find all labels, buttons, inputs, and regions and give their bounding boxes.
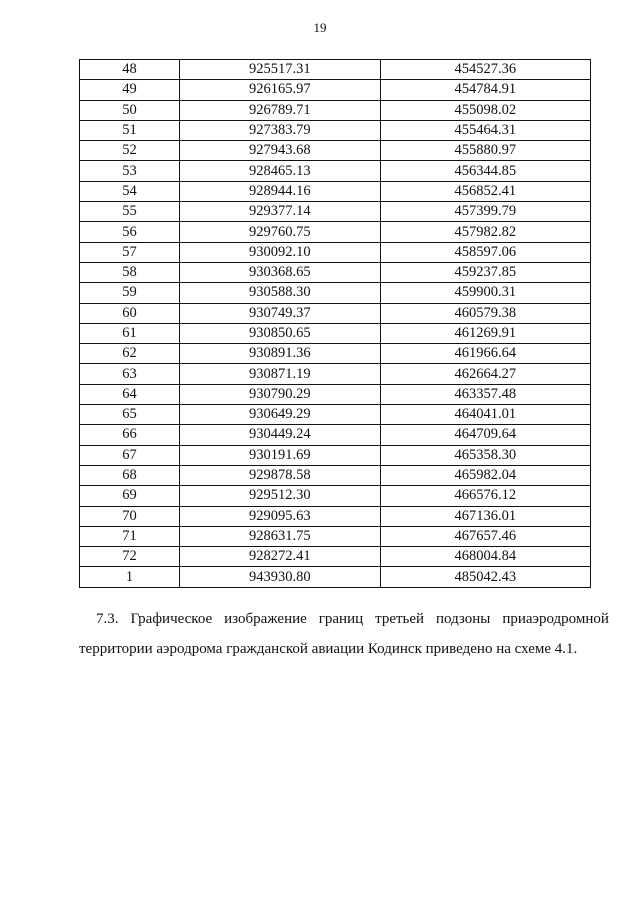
paragraph-word: третьей: [375, 611, 425, 627]
x-coordinate-cell: 930871.19: [180, 364, 381, 384]
table-row: [80, 486, 591, 506]
y-coordinate-cell: 462664.27: [380, 364, 590, 384]
x-coordinate-cell: 929095.63: [180, 506, 381, 526]
y-coordinate-cell: 456852.41: [380, 181, 590, 201]
table-row: [80, 405, 591, 425]
table-row: [80, 303, 591, 323]
table-row: [80, 161, 591, 181]
point-number-cell: 54: [80, 181, 180, 201]
point-number-cell: 64: [80, 384, 180, 404]
y-coordinate-cell: 455464.31: [380, 120, 590, 140]
page-number: 19: [313, 20, 327, 35]
paragraph-word: приаэродромной: [502, 611, 609, 627]
y-coordinate-cell: 468004.84: [380, 547, 590, 567]
y-coordinate-cell: 463357.48: [380, 384, 590, 404]
point-number-cell: 48: [80, 60, 180, 80]
table-row: [80, 141, 591, 161]
x-coordinate-cell: 930092.10: [180, 242, 381, 262]
y-coordinate-cell: 459900.31: [380, 283, 590, 303]
x-coordinate-cell: 929377.14: [180, 202, 381, 222]
y-coordinate-cell: 461269.91: [380, 323, 590, 343]
table-row: [80, 80, 591, 100]
coordinates-table-body: [80, 60, 591, 588]
point-number-cell: 67: [80, 445, 180, 465]
paragraph-word: изображение: [224, 611, 307, 627]
y-coordinate-cell: 457982.82: [380, 222, 590, 242]
point-number-cell: 61: [80, 323, 180, 343]
table-row: [80, 202, 591, 222]
y-coordinate-cell: 467657.46: [380, 526, 590, 546]
y-coordinate-cell: 458597.06: [380, 242, 590, 262]
paragraph-line-2: территории аэродрома гражданской авиации Кодинск приведено на схеме 4.1.: [79, 641, 578, 657]
x-coordinate-cell: 928272.41: [180, 547, 381, 567]
y-coordinate-cell: 457399.79: [380, 202, 590, 222]
point-number-cell: 63: [80, 364, 180, 384]
paragraph-word: подзоны: [436, 611, 491, 627]
y-coordinate-cell: 454784.91: [380, 80, 590, 100]
x-coordinate-cell: 926789.71: [180, 100, 381, 120]
y-coordinate-cell: 455098.02: [380, 100, 590, 120]
x-coordinate-cell: 930649.29: [180, 405, 381, 425]
table-row: [80, 120, 591, 140]
table-row: [80, 323, 591, 343]
y-coordinate-cell: 461966.64: [380, 344, 590, 364]
y-coordinate-cell: 465358.30: [380, 445, 590, 465]
point-number-cell: 52: [80, 141, 180, 161]
table-row: [80, 526, 591, 546]
point-number-cell: 72: [80, 547, 180, 567]
x-coordinate-cell: 929512.30: [180, 486, 381, 506]
table-row: [80, 364, 591, 384]
point-number-cell: 56: [80, 222, 180, 242]
x-coordinate-cell: 930891.36: [180, 344, 381, 364]
table-row: [80, 222, 591, 242]
x-coordinate-cell: 930368.65: [180, 262, 381, 282]
point-number-cell: 51: [80, 120, 180, 140]
point-number-cell: 68: [80, 465, 180, 485]
table-row: [80, 547, 591, 567]
paragraph-word: Графическое: [130, 611, 213, 627]
point-number-cell: 50: [80, 100, 180, 120]
y-coordinate-cell: 460579.38: [380, 303, 590, 323]
section-paragraph: [79, 604, 609, 664]
x-coordinate-cell: 929760.75: [180, 222, 381, 242]
x-coordinate-cell: 927943.68: [180, 141, 381, 161]
point-number-cell: 59: [80, 283, 180, 303]
point-number-cell: 57: [80, 242, 180, 262]
table-row: [80, 242, 591, 262]
point-number-cell: 62: [80, 344, 180, 364]
point-number-cell: 49: [80, 80, 180, 100]
y-coordinate-cell: 464041.01: [380, 405, 590, 425]
table-row: [80, 344, 591, 364]
paragraph-word: 7.3.: [96, 611, 119, 627]
x-coordinate-cell: 930749.37: [180, 303, 381, 323]
table-row: [80, 384, 591, 404]
x-coordinate-cell: 928944.16: [180, 181, 381, 201]
point-number-cell: 69: [80, 486, 180, 506]
point-number-cell: 53: [80, 161, 180, 181]
x-coordinate-cell: 930191.69: [180, 445, 381, 465]
x-coordinate-cell: 928631.75: [180, 526, 381, 546]
x-coordinate-cell: 926165.97: [180, 80, 381, 100]
point-number-cell: 70: [80, 506, 180, 526]
y-coordinate-cell: 455880.97: [380, 141, 590, 161]
x-coordinate-cell: 928465.13: [180, 161, 381, 181]
y-coordinate-cell: 456344.85: [380, 161, 590, 181]
x-coordinate-cell: 930588.30: [180, 283, 381, 303]
point-number-cell: 55: [80, 202, 180, 222]
point-number-cell: 66: [80, 425, 180, 445]
table-row: [80, 567, 591, 587]
table-row: [80, 506, 591, 526]
x-coordinate-cell: 930790.29: [180, 384, 381, 404]
y-coordinate-cell: 467136.01: [380, 506, 590, 526]
point-number-cell: 1: [80, 567, 180, 587]
y-coordinate-cell: 464709.64: [380, 425, 590, 445]
y-coordinate-cell: 465982.04: [380, 465, 590, 485]
table-row: [80, 60, 591, 80]
y-coordinate-cell: 466576.12: [380, 486, 590, 506]
point-number-cell: 58: [80, 262, 180, 282]
table-row: [80, 283, 591, 303]
table-row: [80, 425, 591, 445]
y-coordinate-cell: 485042.43: [380, 567, 590, 587]
y-coordinate-cell: 459237.85: [380, 262, 590, 282]
table-row: [80, 100, 591, 120]
paragraph-line-1: [96, 604, 609, 634]
paragraph-word: границ: [318, 611, 364, 627]
x-coordinate-cell: 925517.31: [180, 60, 381, 80]
table-row: [80, 465, 591, 485]
table-row: [80, 181, 591, 201]
point-number-cell: 60: [80, 303, 180, 323]
point-number-cell: 65: [80, 405, 180, 425]
x-coordinate-cell: 929878.58: [180, 465, 381, 485]
coordinates-table: [79, 59, 591, 588]
x-coordinate-cell: 930850.65: [180, 323, 381, 343]
y-coordinate-cell: 454527.36: [380, 60, 590, 80]
table-row: [80, 445, 591, 465]
point-number-cell: 71: [80, 526, 180, 546]
x-coordinate-cell: 930449.24: [180, 425, 381, 445]
x-coordinate-cell: 943930.80: [180, 567, 381, 587]
x-coordinate-cell: 927383.79: [180, 120, 381, 140]
table-row: [80, 262, 591, 282]
